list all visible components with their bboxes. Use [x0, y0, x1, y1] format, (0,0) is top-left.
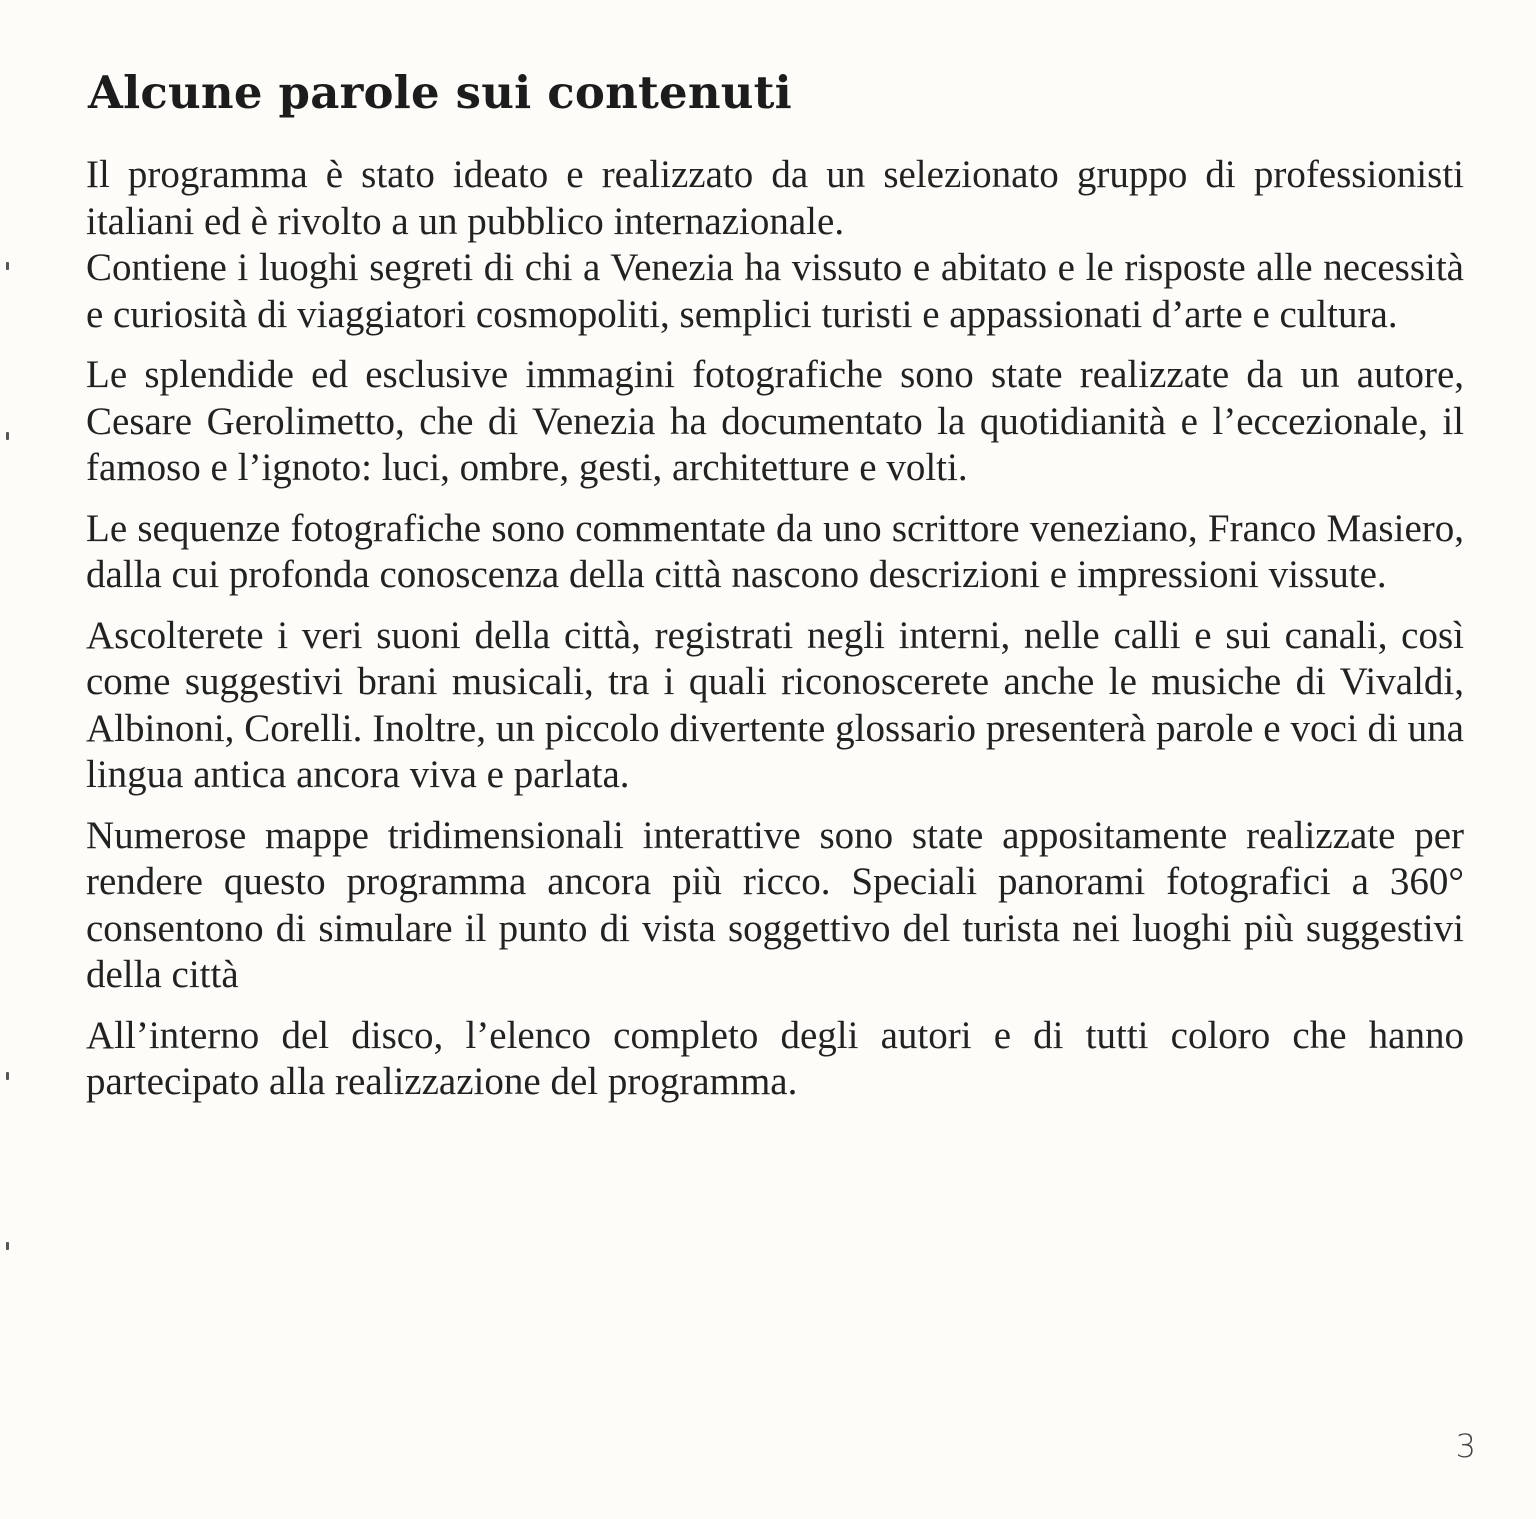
margin-mark — [6, 262, 9, 270]
paragraph: Le splendide ed esclusive immagini fotografiche sono state realizzate da un autore, Cesare Gerolimetto, che di Venezia ha documentato la quotidianità e l’eccezionale, il famoso e l’ignoto: luci, ombre, gesti, architetture e volti. — [86, 353, 1464, 489]
paragraph: Ascolterete i veri suoni della città, registrati negli interni, nelle calli e sui canali, così come suggestivi brani musicali, tra i quali riconoscerete anche le musiche di Vivaldi, Albinoni, Corelli. Inoltre, un piccolo divertente glossario presenterà parole e voci di una lingua antica ancora viva e parlata. — [86, 613, 1464, 796]
paragraph: Le sequenze fotografiche sono commentate da uno scrittore veneziano, Franco Masiero, dalla cui profonda conoscenza della città nascono descrizioni e impressioni vissute. — [86, 506, 1464, 596]
paragraph: Contiene i luoghi segreti di chi a Venezia ha vissuto e abitato e le risposte alle necessità e curiosità di viaggiatori cosmopoliti, semplici turisti e appassionati d’arte e cultura. — [86, 246, 1464, 336]
margin-mark — [6, 1072, 9, 1080]
paragraph: All’interno del disco, l’elenco completo degli autori e di tutti coloro che hanno partecipato alla realizzazione del programma. — [86, 1013, 1464, 1103]
page-number: 3 — [1455, 1427, 1476, 1465]
margin-mark — [6, 432, 9, 440]
paragraph: Numerose mappe tridimensionali interattive sono state appositamente realizzate per rendere questo programma ancora più ricco. Speciali panorami fotografici a 360° consentono di simulare il punto di vista soggettivo del turista nei luoghi più suggestivi della città — [86, 813, 1464, 996]
paragraph: Il programma è stato ideato e realizzato da un selezionato gruppo di professionisti italiani ed è rivolto a un pubblico internazionale. — [86, 153, 1464, 243]
page-title: Alcune parole sui contenuti — [88, 66, 792, 119]
margin-mark — [6, 1242, 9, 1250]
body-text — [86, 152, 1464, 1120]
